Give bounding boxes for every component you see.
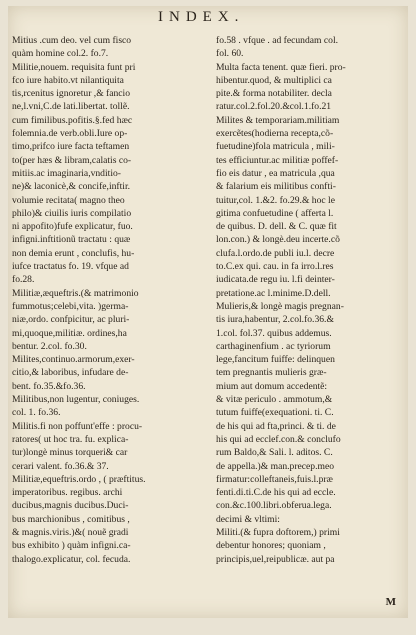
text-line: imperatoribus. regibus. archi [12,487,123,499]
text-line: decimi & vltimi: [216,513,280,525]
text-line: tutum fuiffe(exequationi. ti. C. [216,407,334,419]
text-line: firmatur:colleftaneis,fuis.l.præ [216,473,333,485]
text-line: quàm homine col.2. fo.7. [12,48,109,60]
text-line: iufce tractatus fo. 19. vfque ad [12,261,129,273]
text-line: tem pregnantis mulieris græ- [216,367,327,379]
text-line: mitiis.ac imaginaria,vnditio- [12,167,121,179]
text-line: de quibus. D. dell. & C. quæ fit [216,221,337,233]
text-line: mium aut domum accedentẽ: [216,380,328,392]
text-line: thalogo.explicatur, col. fecuda. [12,553,131,565]
text-line: clufa.l.ordo.de publi iu.l. decre [216,247,335,259]
text-line: exercẽtes(hodierna recepta,cõ- [216,128,334,140]
text-line: folemnia.de verb.obli.Iure op- [12,128,128,140]
text-line: fo.58 . vfque . ad fecundam col. [216,35,339,46]
page-header: INDEX. [158,9,245,25]
text-line: lege,fancitum fuiffe: delinquen [216,354,335,366]
text-line: iudicata.de regu iu. l.fi deinter- [216,274,335,286]
text-line: Mitius .cum deo. vel cum fisco [12,35,132,46]
text-line: & magnis.viris.)&( nouẽ gradi [12,526,129,538]
text-line: ducibus,magnis ducibus.Duci- [12,500,129,512]
text-line: to.C.ex qui. cau. in fa irro.l.res [216,261,334,273]
catchword: M [385,596,396,608]
text-line: timo,prifco iure facta teftamen [12,141,130,153]
text-line: infigni.inftitionũ tractatu : quæ [12,234,131,246]
text-line: Militie,nouem. requisita funt pri [12,61,136,73]
text-line: tis iura,habentur, 2.col.fo.36.& [216,314,334,326]
text-line: bus marchionibus , comitibus , [12,513,130,525]
text-line: bus exhibito ) quàm infigni.ca- [12,540,131,552]
text-line: fio eis datur , ea matricula ,qua [216,167,335,179]
text-line: lon.con.) & longè.deu incerte.cõ [216,234,340,246]
text-line: fco iure habito.vt nilantiquita [12,74,124,86]
text-line: con.&c.100.libri.obferua.lega. [216,500,332,512]
text-line: fol. 60. [216,48,244,60]
text-line: mi,quoque,militiæ. ordines,ha [12,327,127,339]
text-line: & vitæ periculo . ammotum,& [216,394,333,406]
text-line: hibentur.quod, & multiplici ca [216,74,332,86]
text-line: citio,& laboribus, infudare de- [12,367,129,379]
left-column [12,34,208,566]
text-line: de his qui ad fta,princi. & ti. de [216,420,336,432]
text-line: tur)longè minus torqueri& car [12,447,128,459]
text-line: tuitur,col. 1.&2. fo.29.& hoc le [216,194,335,206]
text-line: non demia erunt , conclufis, hu- [12,247,135,259]
right-column [216,34,402,566]
text-line: carthaginenfium . ac tyriorum [216,340,331,352]
text-line: fuetudine)fola matricula , mili- [216,141,335,153]
text-line: bent. fo.35.&fo.36. [12,380,86,392]
text-line: col. 1. fo.36. [12,407,61,419]
text-line: tis,rcenitus ignoretur ,& fancio [12,88,131,100]
text-line: fo.28. [12,274,35,286]
text-line: niæ,ordo. confpicitur, ac pluri- [12,314,130,326]
text-line: Milites,continuo.armorum,exer- [12,354,135,366]
text-line: ne)& laconicè,& concife,inftir. [12,181,131,193]
text-line: cum fimilibus.pofitis.§.fed hæc [12,114,133,126]
text-line: pretatione.ac l.minime.D.dell. [216,287,331,299]
text-line: Militibus,non lugentur, coniuges. [12,394,140,406]
text-line: Milites & temporariam.militiam [216,114,340,126]
text-line: Militiæ,equeftris.ordo , ( præftitus. [12,473,146,485]
text-line: Militis.fi non poffunt'effe : procu- [12,420,143,432]
text-line: pite.& forma notabiliter. decla [216,88,332,100]
text-line: Multa facta tenent. quæ fieri. pro- [216,61,346,73]
text-line: Militi.(& fupra doftorem,) primi [216,526,340,538]
index-page [8,6,408,618]
text-line: 1.col. fol.37. quibus addemus. [216,327,332,339]
text-line: tes efficiuntur.ac militiæ poffef- [216,154,339,166]
text-line: principis,uel,reipublicæ. aut pa [216,553,335,565]
text-line: cerari valent. fo.36.& 37. [12,460,109,472]
text-line: & falarium eis militibus confti- [216,181,336,193]
text-line: debentur honores; quoniam , [216,540,326,552]
text-line: ratores( ut hoc tra. fu. explica- [12,433,129,445]
text-line: fummotus;celebi,vita. )germa- [12,300,129,312]
text-line: Mulieris,& longè magis pregnan- [216,300,344,312]
text-line: to(per hæs & libram,calatis co- [12,154,132,166]
text-line: fenti.di.ti.C.de his qui ad eccle. [216,487,336,499]
text-line: Militiæ,æqueftris.(& matrimonio [12,287,139,299]
text-line: ni appofito)fufe explicatur, fuo. [12,221,133,233]
text-line: gitima confuetudine ( afferta l. [216,207,334,219]
text-line: rum Baldo,& Sali. l. aditos. C. [216,447,333,459]
text-line: philo)& ciuilis iuris compilatio [12,207,132,219]
text-line: ne,l.vni,C.de lati.libertat. tollẽ. [12,101,130,113]
text-line: volumie recitata( magno theo [12,194,125,206]
text-line: de appella.)& man.precep.meo [216,460,335,472]
text-line: bentur. 2.col. fo.30. [12,340,87,352]
text-line: ratur.col.2.fol.20.&col.1.fo.21 [216,101,332,113]
text-line: his qui ad ecclef.con.& conclufo [216,433,341,445]
